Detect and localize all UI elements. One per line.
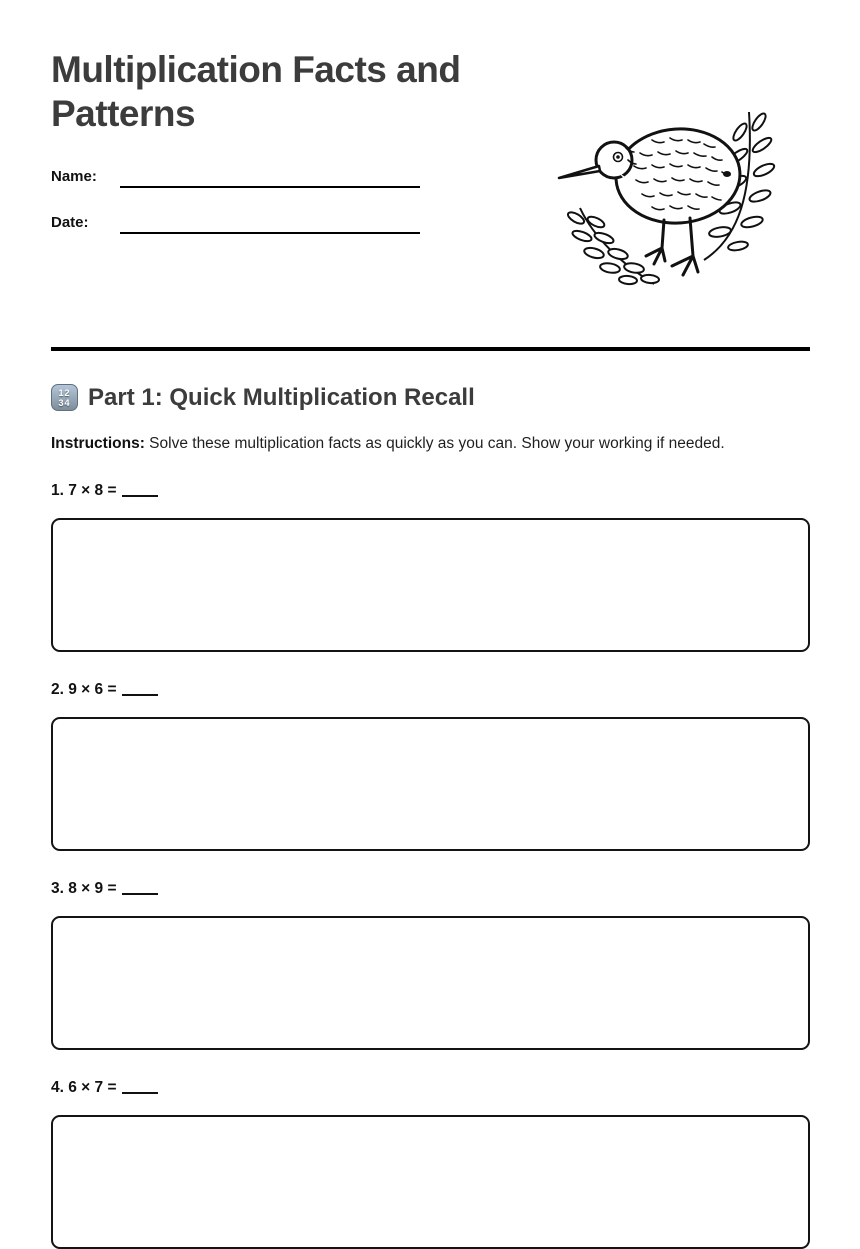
question-expression: 6 × 7 = [68, 1079, 117, 1097]
answer-box-2[interactable] [51, 717, 810, 851]
icon-digits-bottom: 34 [58, 397, 71, 408]
instructions [51, 435, 810, 453]
section-divider [51, 347, 810, 351]
icon-digits-top: 12 [58, 387, 71, 398]
kiwi-bird-illustration [552, 98, 796, 290]
answer-blank-2[interactable] [122, 682, 158, 696]
section1-heading [51, 383, 810, 412]
answer-box-4[interactable] [51, 1115, 810, 1249]
question-number: 4. [51, 1079, 64, 1097]
section1-title: Part 1: Quick Multiplication Recall [88, 384, 475, 412]
question-3 [51, 879, 810, 898]
question-4 [51, 1078, 810, 1097]
question-expression: 9 × 6 = [68, 681, 117, 699]
answer-box-1[interactable] [51, 518, 810, 652]
question-expression: 7 × 8 = [68, 482, 117, 500]
answer-blank-3[interactable] [122, 881, 158, 895]
question-1 [51, 481, 810, 500]
date-label: Date: [51, 214, 89, 232]
question-number: 1. [51, 482, 64, 500]
name-label: Name: [51, 168, 97, 186]
instructions-text: Solve these multiplication facts as quickly as you can. Show your working if needed. [144, 435, 725, 453]
answer-blank-4[interactable] [122, 1080, 158, 1094]
date-input-line[interactable] [120, 210, 420, 234]
question-expression: 8 × 9 = [68, 880, 117, 898]
question-number: 3. [51, 880, 64, 898]
question-number: 2. [51, 681, 64, 699]
fern-left [566, 208, 659, 285]
instructions-label: Instructions: [51, 435, 145, 453]
name-input-line[interactable] [120, 164, 420, 188]
input-numbers-icon [51, 384, 78, 411]
question-2 [51, 680, 810, 699]
answer-box-3[interactable] [51, 916, 810, 1050]
answer-blank-1[interactable] [122, 483, 158, 497]
page-title: Multiplication Facts and Patterns [51, 49, 461, 135]
